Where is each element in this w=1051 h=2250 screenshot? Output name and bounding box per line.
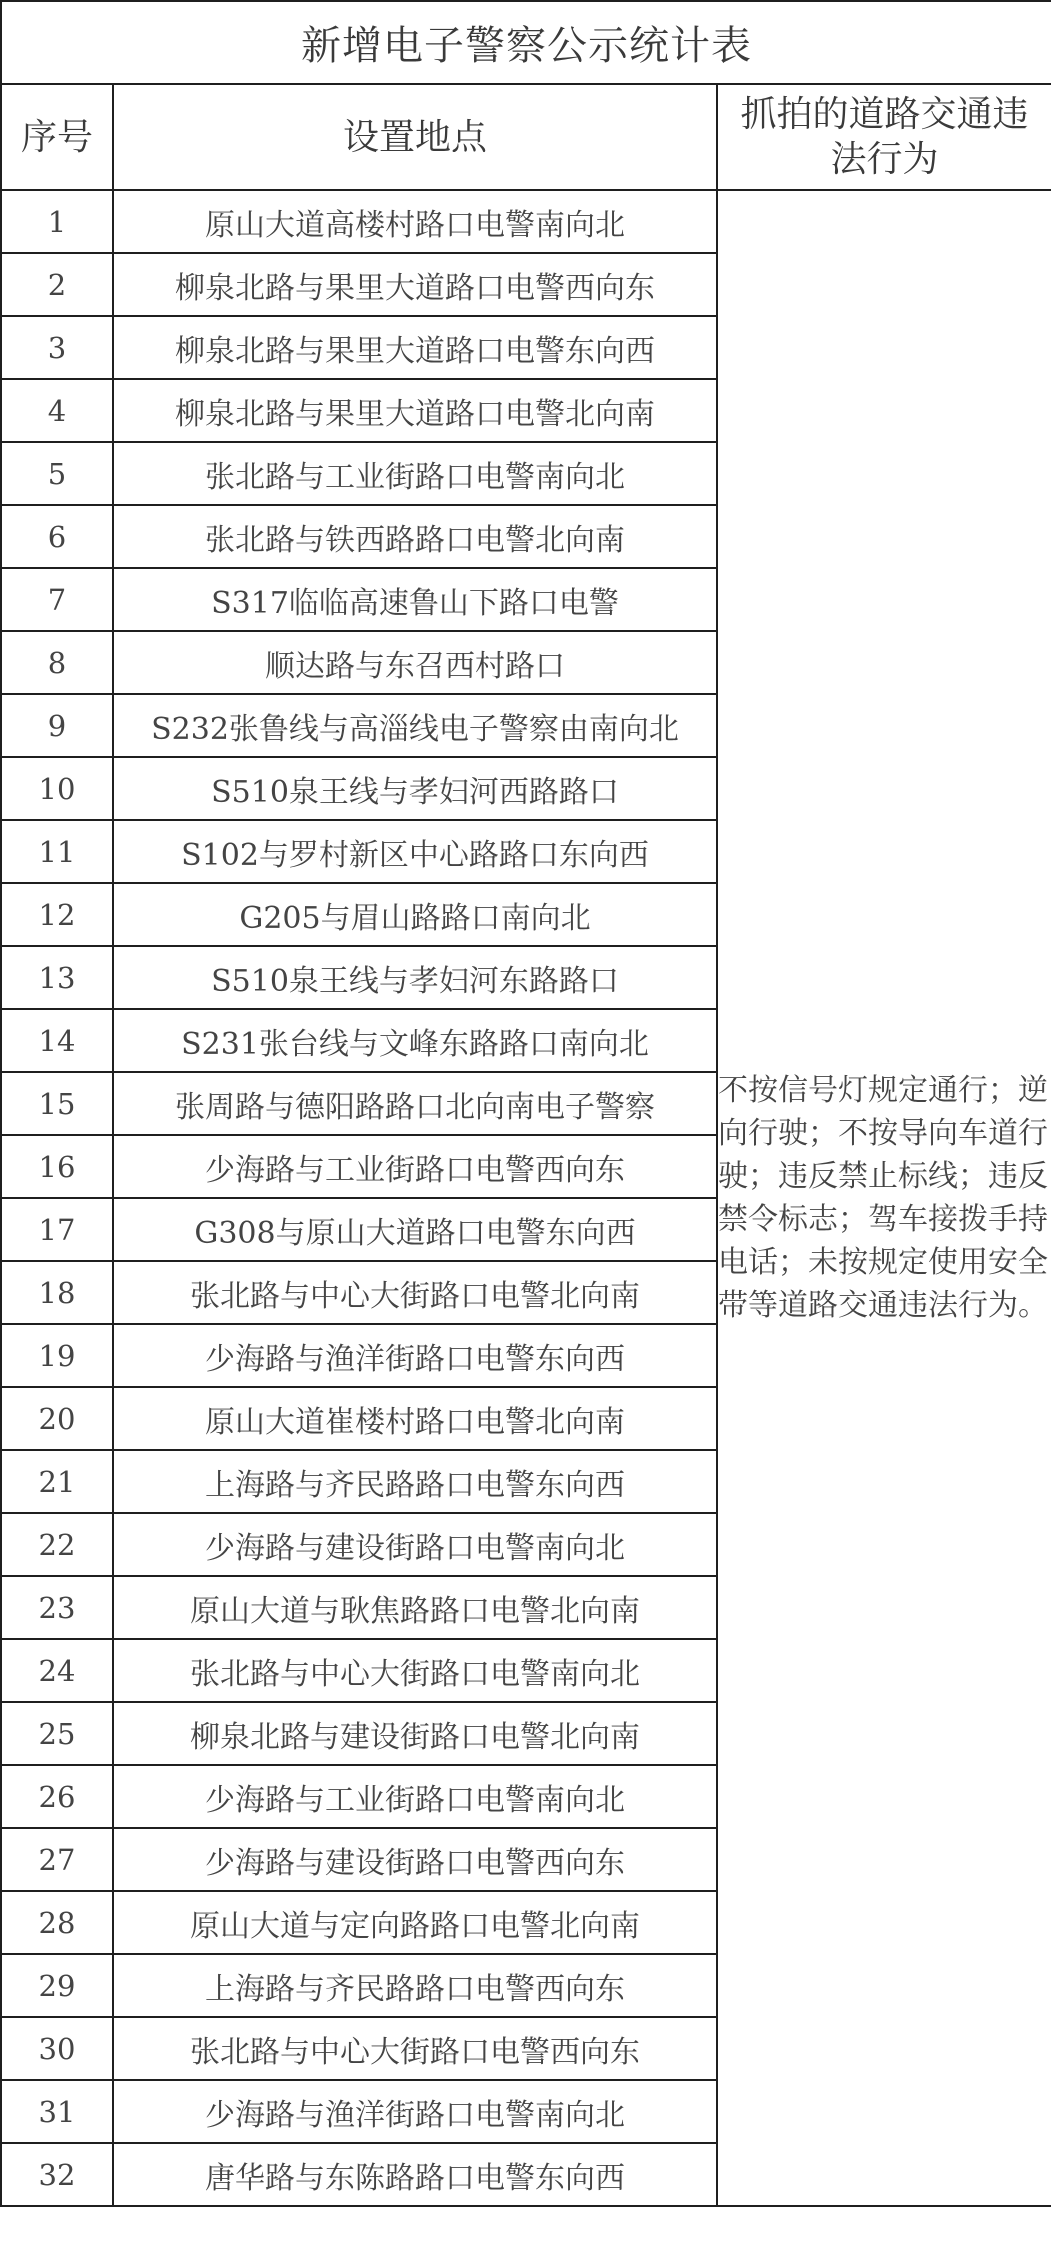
row-location: 原山大道与耿焦路路口电警北向南 [113,1576,717,1639]
row-index: 7 [1,568,113,631]
row-index: 22 [1,1513,113,1576]
row-index: 9 [1,694,113,757]
row-index: 13 [1,946,113,1009]
row-index: 8 [1,631,113,694]
row-index: 24 [1,1639,113,1702]
row-location: 柳泉北路与果里大道路口电警东向西 [113,316,717,379]
row-index: 27 [1,1828,113,1891]
row-location: 少海路与渔洋街路口电警东向西 [113,1324,717,1387]
row-index: 1 [1,190,113,253]
row-index: 14 [1,1009,113,1072]
row-location: 柳泉北路与建设街路口电警北向南 [113,1702,717,1765]
row-index: 26 [1,1765,113,1828]
row-index: 4 [1,379,113,442]
row-index: 15 [1,1072,113,1135]
row-index: 18 [1,1261,113,1324]
row-index: 11 [1,820,113,883]
row-index: 12 [1,883,113,946]
row-location: 上海路与齐民路路口电警东向西 [113,1450,717,1513]
row-location: S231张台线与文峰东路路口南向北 [113,1009,717,1072]
row-index: 29 [1,1954,113,2017]
row-location: 少海路与工业街路口电警西向东 [113,1135,717,1198]
row-location: 上海路与齐民路路口电警西向东 [113,1954,717,2017]
row-location: 柳泉北路与果里大道路口电警西向东 [113,253,717,316]
row-location: 少海路与建设街路口电警西向东 [113,1828,717,1891]
row-location: 原山大道与定向路路口电警北向南 [113,1891,717,1954]
row-index: 16 [1,1135,113,1198]
table-row [1,190,1051,253]
row-location: 张北路与工业街路口电警南向北 [113,442,717,505]
row-index: 10 [1,757,113,820]
row-location: 张北路与中心大街路口电警北向南 [113,1261,717,1324]
header-location: 设置地点 [113,84,717,190]
header-behavior: 抓拍的道路交通违法行为 [717,84,1051,190]
row-index: 20 [1,1387,113,1450]
row-location: 顺达路与东召西村路口 [113,631,717,694]
row-location: 少海路与建设街路口电警南向北 [113,1513,717,1576]
row-location: S510泉王线与孝妇河东路路口 [113,946,717,1009]
row-index: 31 [1,2080,113,2143]
row-location: 张北路与中心大街路口电警西向东 [113,2017,717,2080]
row-location: G308与原山大道路口电警东向西 [113,1198,717,1261]
row-location: 张周路与德阳路路口北向南电子警察 [113,1072,717,1135]
header-index: 序号 [1,84,113,190]
row-location: G205与眉山路路口南向北 [113,883,717,946]
title-row [1,1,1051,84]
table-body [1,1,1051,2206]
row-location: 少海路与渔洋街路口电警南向北 [113,2080,717,2143]
row-index: 21 [1,1450,113,1513]
row-index: 32 [1,2143,113,2206]
row-location: 原山大道崔楼村路口电警北向南 [113,1387,717,1450]
row-location: S232张鲁线与高淄线电子警察由南向北 [113,694,717,757]
row-index: 3 [1,316,113,379]
row-index: 25 [1,1702,113,1765]
row-index: 30 [1,2017,113,2080]
row-index: 23 [1,1576,113,1639]
behavior-description: 不按信号灯规定通行；逆向行驶；不按导向车道行驶；违反禁止标线；违反禁令标志；驾车接拨手持电话；未按规定使用安全带等道路交通违法行为。 [717,190,1051,2206]
row-index: 5 [1,442,113,505]
table-title: 新增电子警察公示统计表 [1,1,1051,84]
row-location: S317临临高速鲁山下路口电警 [113,568,717,631]
row-index: 17 [1,1198,113,1261]
row-index: 6 [1,505,113,568]
row-location: 原山大道高楼村路口电警南向北 [113,190,717,253]
row-index: 2 [1,253,113,316]
row-location: S102与罗村新区中心路路口东向西 [113,820,717,883]
row-index: 19 [1,1324,113,1387]
row-location: 柳泉北路与果里大道路口电警北向南 [113,379,717,442]
header-row [1,84,1051,190]
row-location: 少海路与工业街路口电警南向北 [113,1765,717,1828]
row-location: 唐华路与东陈路路口电警东向西 [113,2143,717,2206]
row-location: 张北路与铁西路路口电警北向南 [113,505,717,568]
row-location: S510泉王线与孝妇河西路路口 [113,757,717,820]
row-location: 张北路与中心大街路口电警南向北 [113,1639,717,1702]
row-index: 28 [1,1891,113,1954]
